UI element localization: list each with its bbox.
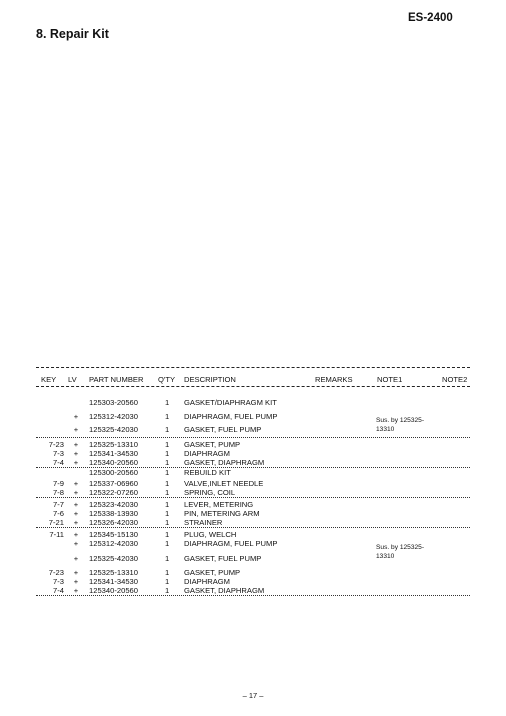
part-number-cell: 125322-07260 (89, 488, 138, 497)
qty-cell: 1 (165, 554, 170, 563)
description-cell: REBUILD KIT (184, 468, 231, 477)
qty-cell: 1 (165, 518, 170, 527)
description-cell: PLUG, WELCH (184, 530, 237, 539)
key-cell: 7-23 (48, 568, 64, 577)
lv-cell: + (73, 412, 79, 421)
key-cell: 7-3 (53, 449, 64, 458)
model-number: ES-2400 (408, 12, 453, 24)
qty-cell: 1 (165, 586, 170, 595)
key-cell: 7-8 (53, 488, 64, 497)
description-cell: DIAPHRAGM, FUEL PUMP (184, 412, 278, 421)
lv-cell: + (73, 539, 79, 548)
description-cell: SPRING, COIL (184, 488, 236, 497)
table-row (36, 392, 470, 407)
part-number-cell: 125323-42030 (89, 500, 138, 509)
key-cell: 7-6 (53, 509, 64, 518)
qty-cell: 1 (165, 398, 170, 407)
lv-cell: + (73, 577, 79, 586)
description-cell: PIN, METERING ARM (184, 509, 260, 518)
table-row (36, 477, 470, 488)
key-cell: 7-9 (53, 479, 64, 488)
description-cell: GASKET, FUEL PUMP (184, 554, 262, 563)
lv-cell: + (73, 479, 79, 488)
col-part-number: PART NUMBER (89, 375, 144, 384)
part-number-cell: 125312-42030 (89, 539, 138, 548)
qty-cell: 1 (165, 449, 170, 458)
qty-cell: 1 (165, 425, 170, 434)
part-number-cell: 125326-42030 (89, 518, 138, 527)
qty-cell: 1 (165, 530, 170, 539)
description-cell: VALVE,INLET NEEDLE (184, 479, 264, 488)
note1-cell: Sus. by 125325-13310 (376, 417, 425, 433)
part-number-cell: 125340-20560 (89, 586, 138, 595)
lv-cell: + (73, 500, 79, 509)
description-cell: DIAPHRAGM (184, 577, 230, 586)
key-cell: 7-4 (53, 458, 64, 467)
part-number-cell: 125338-13930 (89, 509, 138, 518)
section-title: 8. Repair Kit (36, 27, 109, 41)
col-remarks: REMARKS (315, 375, 353, 384)
table-row (36, 458, 470, 468)
part-number-cell: 125325-13310 (89, 440, 138, 449)
qty-cell: 1 (165, 488, 170, 497)
description-cell: GASKET, DIAPHRAGM (184, 586, 265, 595)
part-number-cell: 125325-13310 (89, 568, 138, 577)
part-number-cell: 125325-42030 (89, 554, 138, 563)
lv-cell: + (73, 488, 79, 497)
page-number: – 17 – (242, 691, 264, 700)
col-qty: Q'TY (158, 375, 176, 384)
lv-cell: + (73, 554, 79, 563)
table-row (36, 438, 470, 449)
lv-cell: + (73, 518, 79, 527)
qty-cell: 1 (165, 500, 170, 509)
lv-cell: + (73, 530, 79, 539)
part-number-cell: 125341-34530 (89, 577, 138, 586)
part-number-cell: 125345-15130 (89, 530, 138, 539)
key-cell: 7-4 (53, 586, 64, 595)
lv-cell: + (73, 509, 79, 518)
table-row (36, 577, 470, 586)
key-cell: 7-21 (48, 518, 64, 527)
qty-cell: 1 (165, 458, 170, 467)
qty-cell: 1 (165, 539, 170, 548)
note1-cell: Sus. by 125325-13310 (376, 544, 425, 560)
col-lv: LV (68, 375, 77, 384)
qty-cell: 1 (165, 412, 170, 421)
parts-table-body (36, 392, 470, 596)
table-row (36, 468, 470, 477)
col-note1: NOTE1 (377, 375, 403, 384)
table-row (36, 544, 470, 566)
col-key: KEY (41, 375, 57, 384)
description-cell: LEVER, METERING (184, 500, 254, 509)
description-cell: DIAPHRAGM, FUEL PUMP (184, 539, 278, 548)
key-cell: 7-23 (48, 440, 64, 449)
description-cell: GASKET, FUEL PUMP (184, 425, 262, 434)
description-cell: DIAPHRAGM (184, 449, 230, 458)
table-row (36, 488, 470, 498)
description-cell: GASKET, DIAPHRAGM (184, 458, 265, 467)
table-row (36, 498, 470, 509)
part-number-cell: 125340-20560 (89, 458, 138, 467)
qty-cell: 1 (165, 479, 170, 488)
part-number-cell: 125337-06960 (89, 479, 138, 488)
table-row (36, 528, 470, 539)
lv-cell: + (73, 458, 79, 467)
table-header-divider (36, 386, 470, 387)
part-number-cell: 125312-42030 (89, 412, 138, 421)
table-row (36, 449, 470, 458)
part-number-cell: 125303-20560 (89, 398, 138, 407)
table-top-divider (36, 367, 470, 368)
key-cell: 7-3 (53, 577, 64, 586)
description-cell: STRAINER (184, 518, 223, 527)
description-cell: GASKET, PUMP (184, 568, 241, 577)
part-number-cell: 125341-34530 (89, 449, 138, 458)
lv-cell: + (73, 440, 79, 449)
qty-cell: 1 (165, 440, 170, 449)
part-number-cell: 125300-20560 (89, 468, 138, 477)
lv-cell: + (73, 568, 79, 577)
table-row (36, 586, 470, 596)
description-cell: GASKET, PUMP (184, 440, 241, 449)
qty-cell: 1 (165, 468, 170, 477)
table-row (36, 509, 470, 518)
key-cell: 7-11 (49, 530, 64, 539)
qty-cell: 1 (165, 568, 170, 577)
qty-cell: 1 (165, 577, 170, 586)
lv-cell: + (73, 586, 79, 595)
col-description: DESCRIPTION (184, 375, 236, 384)
lv-cell: + (73, 425, 79, 434)
description-cell: GASKET/DIAPHRAGM KIT (184, 398, 277, 407)
qty-cell: 1 (165, 509, 170, 518)
col-note2: NOTE2 (442, 375, 468, 384)
part-number-cell: 125325-42030 (89, 425, 138, 434)
table-row (36, 566, 470, 577)
table-row (36, 518, 470, 528)
key-cell: 7-7 (53, 500, 64, 509)
table-row (36, 417, 470, 438)
lv-cell: + (73, 449, 79, 458)
